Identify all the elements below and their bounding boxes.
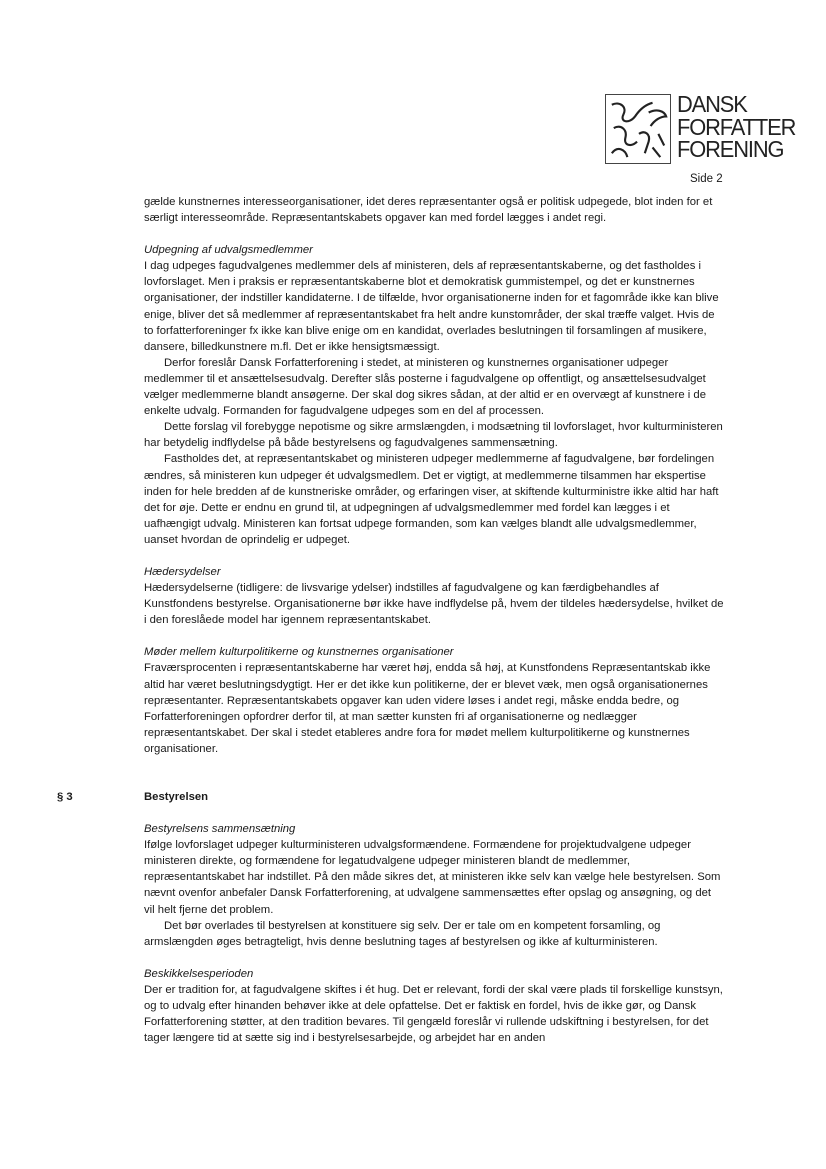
pegasus-logo-graphic: [606, 95, 670, 163]
paragraph: Derfor foreslår Dansk Forfatterforening i stedet, at ministeren og kunstnernes organisationer udpeger medlemmer til et ansættelsesudvalg. Derefter slås posterne i fagudvalgene op offentligt, og ansættelsesudvalget vælger medlemmerne blandt ansøgerne. Der skal dog sikres sådan, at der altid er en overvægt af kunstnere i de enkelte udvalg. Formanden for fagudvalgene udpeges som en del af processen.: [144, 356, 706, 418]
paragraph: Ifølge lovforslaget udpeger kulturministeren udvalgsformændene. Formændene for projektudvalgene udpeger ministeren direkte, og formændene for legatudvalgene udpeger ministeren blandt de medlemmer, repræsentantskabet har indstillet. På den måde sikres det, at ministeren ikke selv kan vælge hele bestyrelsen. Som nævnt ovenfor anbefaler Dansk Forfatterforening, at udvalgene sammensættes efter opslag og ansøgning, og det vil helt fjerne det problem.: [144, 839, 721, 916]
body-text: [57, 194, 724, 1046]
heading-beskikkelsesperioden: Beskikkelsesperioden: [144, 967, 254, 980]
heading-moeder: Møder mellem kulturpolitikerne og kunstnernes organisationer: [144, 646, 454, 659]
paragraph: Dette forslag vil forebygge nepotisme og sikre armslængden, i modsætning til lovforslaget, hvor kulturministeren har betydelig indflydelse på både bestyrelsens og fagudvalgenes sammensætning.: [144, 421, 723, 450]
pegasus-logo-icon: [605, 94, 671, 164]
paragraph: Hædersydelserne (tidligere: de livsvarige ydelser) indstilles af fagudvalgene og kan færdigbehandles af Kunstfondens bestyrelse. Organisationerne bør ikke have indflydelse på, hvem der tildeles hædersydelse, hvilket de i den foreslåede model har igennem repræsentantskabet.: [144, 582, 724, 627]
paragraph: Fastholdes det, at repræsentantskabet og ministeren udpeger medlemmerne af fagudvalgene, bør fordelingen ændres, så ministeren kun udpeger ét udvalgsmedlem. Det er vigtigt, at medlemmerne tilsammen har ekspertise inden for hele bredden af de kunstneriske områder, og erfaringen viser, at skiftende kulturministre ikke altid har haft det for øje. Dette er endnu en grund til, at udpegningen af udvalgsmedlemmer med fordel kan lægges i et uafhængigt udvalg. Ministeren kan fortsat udpege formanden, som kan vælges blandt alle udvalgsmedlemmer, uanset hvordan de oprindelig er udpeget.: [144, 453, 719, 546]
section-number: § 3: [57, 791, 73, 803]
paragraph: I dag udpeges fagudvalgenes medlemmer dels af ministeren, dels af repræsentantskaberne, og det fastholdes i lovforslaget. Men i praksis er repræsentantskaberne blot et demokratisk gummistempel, og det er kunstnernes organisationer, der indstiller kandidaterne. I de tilfælde, hvor organisationerne inden for et fagområde ikke kan blive enige, bliver det så medlemmer af repræsentantskabet fra helt andre kunstområder, der skal træffe valget. Hvis de to forfatterforeninger fx ikke kan blive enige om en kandidat, overlades beslutningen til forsamlingen af musikere, dansere, billedkunstnere m.fl. Det er ikke hensigtsmæssigt.: [144, 260, 719, 353]
paragraph: Fraværsprocenten i repræsentantskaberne har været høj, endda så høj, at Kunstfondens Repræsentantskab ikke altid har været beslutningsdygtigt. Her er det ikke kun politikerne, der er blevet væk, men også organisationernes repræsentanter. Repræsentantskabets opgaver kan uden videre løses i andet regi, måske endda bedre, og Forfatterforeningen opfordrer derfor til, at man sætter kunsten fri af organisationerne og nedlægger repræsentantskabet. Der skal i stedet etableres andre fora for mødet mellem kulturpolitikerne og kunstnernes organisationer.: [144, 662, 711, 755]
heading-haedersydelser: Hædersydelser: [144, 565, 221, 578]
logo-line-1: DANSK: [677, 91, 747, 117]
heading-bestyrelsens-sammensaetning: Bestyrelsens sammensætning: [144, 823, 296, 836]
heading-udpegning: Udpegning af udvalgsmedlemmer: [144, 244, 313, 257]
intro-paragraph: gælde kunstnernes interesseorganisationer, idet deres repræsentanter også er politisk udpegede, blot inden for et særligt interesseområde. Repræsentantskabets opgaver kan med fordel lægges i andet regi.: [144, 196, 713, 225]
logo-line-3: FORENING: [677, 136, 784, 162]
section-heading: [57, 789, 724, 805]
paragraph: Det bør overlades til bestyrelsen at konstituere sig selv. Der er tale om en kompetent forsamling, og armslængden øges betragteligt, hvis denne beslutning tages af bestyrelsen og ikke af kulturministeren.: [144, 919, 661, 948]
section-title: Bestyrelsen: [144, 791, 209, 803]
page-number: Side 2: [690, 173, 723, 185]
logo-line-2: FORFATTER: [677, 113, 796, 140]
paragraph: Der er tradition for, at fagudvalgene skiftes i ét hug. Det er relevant, fordi der skal være plads til forskellige kunstsyn, og to udvalg efter hinanden behøver ikke at dele opfattelse. Det er faktisk en fordel, hvis de ikke gør, og Dansk Forfatterforening støtter, at den tradition bevares. Til gengæld foreslår vi rullende udskiftning i bestyrelsen, for det tager længere tid at sætte sig ind i bestyrelsesarbejde, og arbejdet har en anden: [144, 983, 723, 1045]
dansk-forfatterforening-logo: [605, 91, 805, 166]
logo-wordmark: [677, 93, 804, 161]
